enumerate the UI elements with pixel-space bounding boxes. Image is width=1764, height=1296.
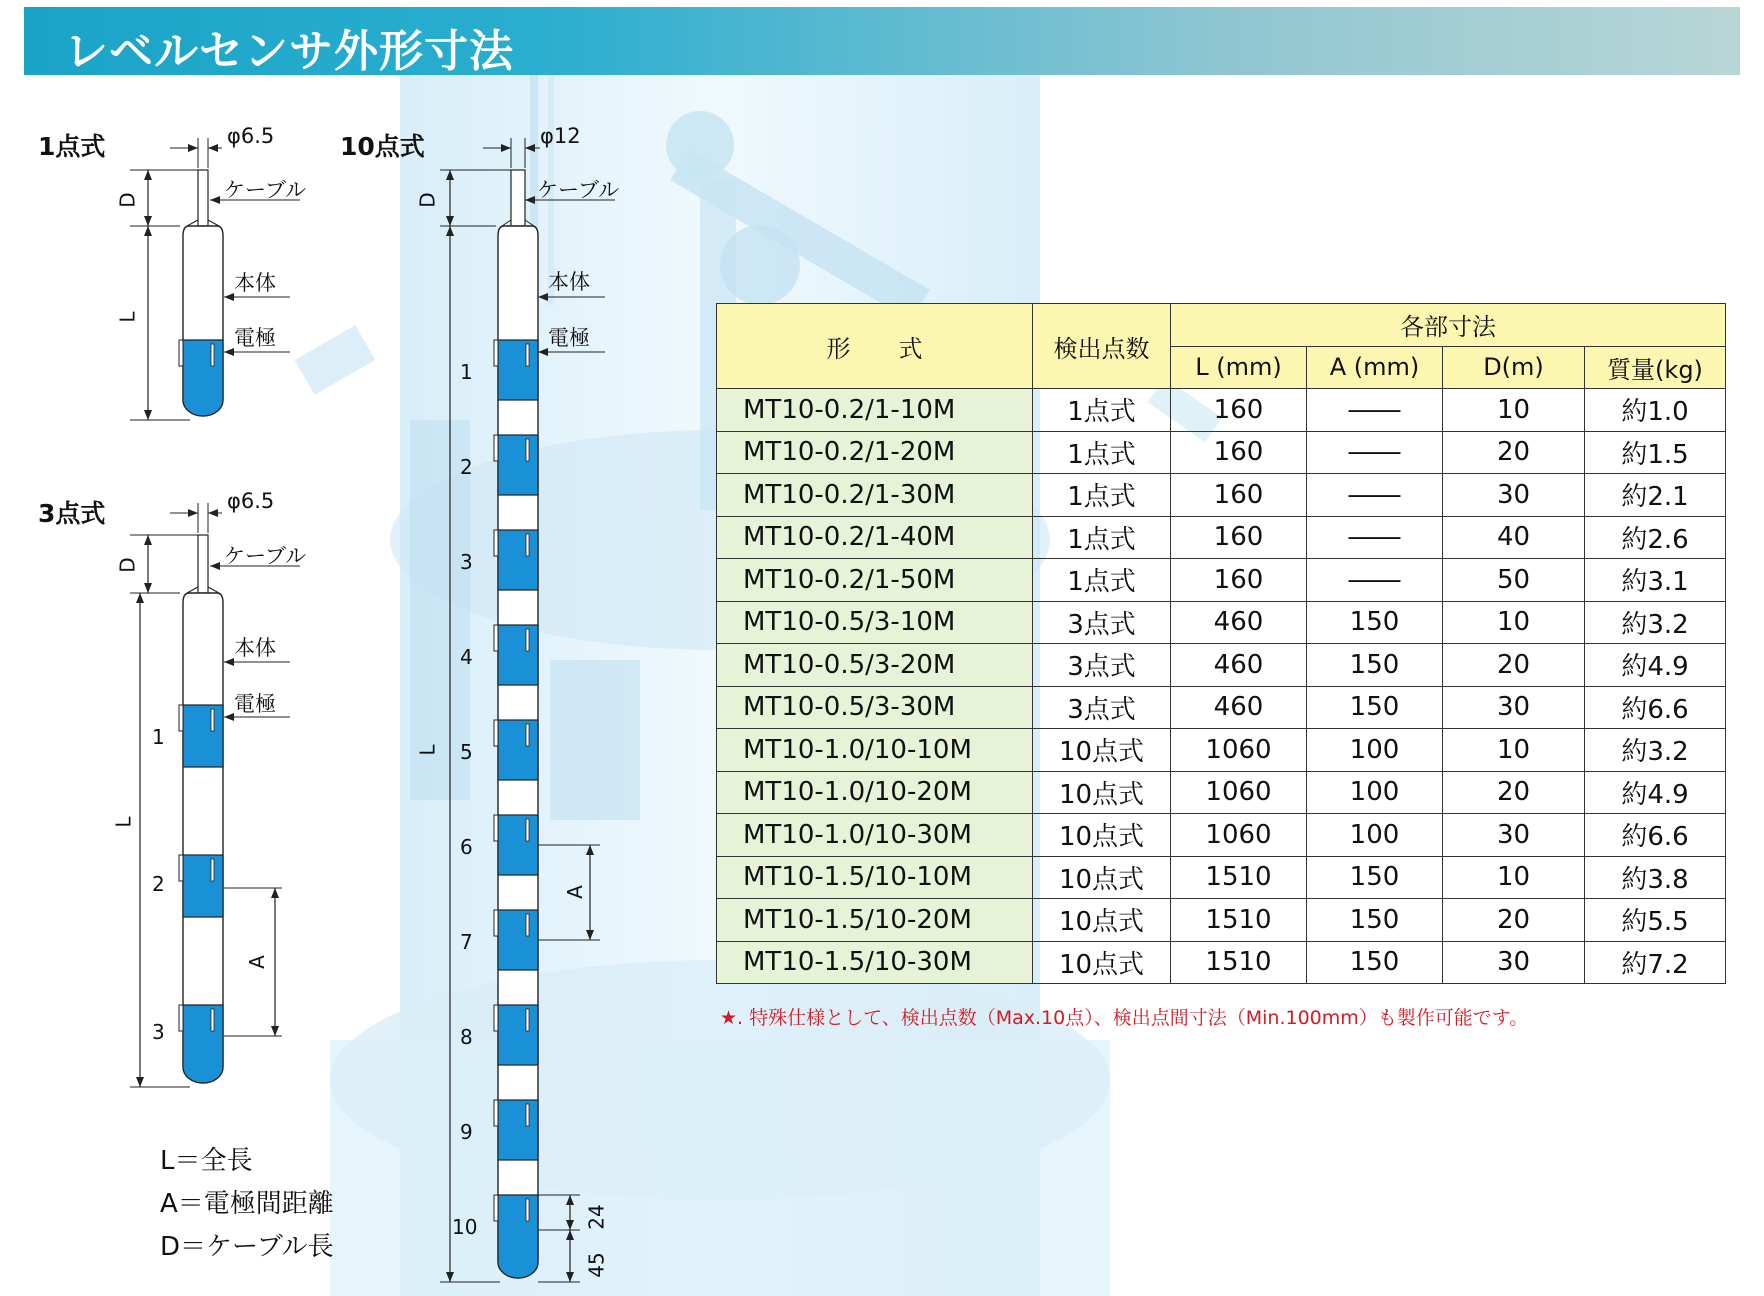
ten-taper-left [502, 220, 511, 226]
model-cell: MT10-0.5/3-30M [717, 686, 1033, 729]
one-taper-right [208, 220, 219, 226]
ten-electrode-slit-4 [526, 629, 529, 651]
header-a: A (mm) [1307, 346, 1443, 389]
a-cell: 150 [1307, 856, 1443, 899]
ten-electrode-tab-7 [494, 910, 498, 936]
a-cell: 100 [1307, 814, 1443, 857]
ten-cable-leader-arrow [525, 196, 535, 204]
ten-electrode-7 [498, 910, 538, 970]
points-cell: 3点式 [1033, 601, 1171, 644]
ten-electrode-tab-2 [494, 435, 498, 461]
ten-diameter-arrow-right [525, 144, 535, 152]
three-point-body-label: 本体 [234, 636, 276, 660]
ten-point-sensor-drawing [440, 138, 615, 1282]
a-cell: ―― [1307, 516, 1443, 559]
one-point-l-label: L [115, 311, 140, 323]
ten-electrode-slit-9 [526, 1104, 529, 1126]
three-point-sensor-drawing [130, 503, 300, 1087]
d-cell: 20 [1443, 431, 1585, 474]
ten-electrode-slit-5 [526, 724, 529, 746]
three-a-dim-arrow-top [271, 888, 279, 898]
ten-point-number-9: 9 [460, 1120, 473, 1144]
ten-electrode-slit-6 [526, 819, 529, 841]
three-body-leader-arrow [224, 658, 234, 666]
legend-item-d: D＝ケーブル長 [160, 1232, 334, 1262]
three-point-d-label: D [115, 557, 140, 573]
a-cell: ―― [1307, 559, 1443, 602]
table-row [717, 474, 1726, 517]
three-diameter-arrow-right [208, 509, 218, 517]
mass-cell: 約6.6 [1585, 814, 1726, 857]
ten-electrode-9 [498, 1100, 538, 1160]
ten-l-dim-arrow-top [446, 226, 454, 236]
points-cell: 1点式 [1033, 474, 1171, 517]
l-cell: 460 [1171, 644, 1307, 687]
ten-electrode-tab-3 [494, 530, 498, 556]
points-cell: 10点式 [1033, 814, 1171, 857]
three-electrode-tab-3 [179, 1005, 183, 1031]
three-cable-leader-arrow [210, 562, 220, 570]
model-cell: MT10-0.5/3-20M [717, 644, 1033, 687]
table-row [717, 559, 1726, 602]
mass-cell: 約1.5 [1585, 431, 1726, 474]
mass-cell: 約2.1 [1585, 474, 1726, 517]
ten-electrode-tab-4 [494, 625, 498, 651]
one-point-d-label: D [115, 192, 140, 208]
ten-taper-right [525, 220, 534, 226]
ten-electrode-tab-5 [494, 720, 498, 746]
ten-cable [511, 170, 525, 226]
l-cell: 160 [1171, 474, 1307, 517]
ten-electrode-8 [498, 1005, 538, 1065]
one-diameter-arrow-right [208, 144, 218, 152]
a-cell: 150 [1307, 941, 1443, 984]
d-cell: 10 [1443, 389, 1585, 432]
d-cell: 30 [1443, 686, 1585, 729]
ten-electrode-3 [498, 530, 538, 590]
three-diameter-arrow-left [188, 509, 198, 517]
model-cell: MT10-1.5/10-20M [717, 899, 1033, 942]
points-cell: 1点式 [1033, 516, 1171, 559]
l-cell: 160 [1171, 389, 1307, 432]
one-point-body-label: 本体 [234, 271, 276, 295]
three-electrode-1 [183, 705, 223, 767]
header-d: D(m) [1443, 346, 1585, 389]
a-cell: 150 [1307, 686, 1443, 729]
ten-diameter-arrow-left [501, 144, 511, 152]
ten-d-dim-arrow-bottom [446, 216, 454, 226]
points-cell: 1点式 [1033, 559, 1171, 602]
d-cell: 20 [1443, 899, 1585, 942]
mass-cell: 約3.8 [1585, 856, 1726, 899]
ten-point-number-7: 7 [460, 930, 473, 954]
points-cell: 10点式 [1033, 941, 1171, 984]
model-cell: MT10-0.5/3-10M [717, 601, 1033, 644]
three-a-dim-arrow-bottom [271, 1026, 279, 1036]
ten-electrode-1 [498, 340, 538, 400]
d-cell: 30 [1443, 474, 1585, 517]
points-cell: 10点式 [1033, 856, 1171, 899]
points-cell: 1点式 [1033, 431, 1171, 474]
mass-cell: 約7.2 [1585, 941, 1726, 984]
one-electrode-leader-arrow [224, 348, 234, 356]
one-l-dim-arrow-bottom [144, 410, 152, 420]
ten-electrode-tab-10 [494, 1195, 498, 1221]
model-cell: MT10-0.2/1-40M [717, 516, 1033, 559]
table-row [717, 941, 1726, 984]
three-point-cable-label: ケーブル [224, 544, 307, 568]
three-d-dim-arrow-top [144, 535, 152, 545]
ten-24-dim-arrow-bottom [566, 1220, 574, 1230]
ten-point-title: 10点式 [340, 132, 425, 161]
a-cell: 150 [1307, 899, 1443, 942]
model-cell: MT10-1.5/10-30M [717, 941, 1033, 984]
ten-electrode-tab-9 [494, 1100, 498, 1126]
ten-electrode-slit-2 [526, 439, 529, 461]
one-point-electrode-label: 電極 [234, 326, 276, 350]
one-d-dim-arrow-top [144, 170, 152, 180]
ten-electrode-10 [498, 1195, 538, 1278]
one-diameter-arrow-left [188, 144, 198, 152]
ten-electrode-tab-6 [494, 815, 498, 841]
one-point-cable-label: ケーブル [224, 178, 307, 202]
table-row [717, 644, 1726, 687]
mass-cell: 約4.9 [1585, 771, 1726, 814]
a-cell: ―― [1307, 474, 1443, 517]
points-cell: 10点式 [1033, 771, 1171, 814]
three-point-l-label: L [111, 816, 136, 828]
ten-point-diameter-label: φ12 [540, 124, 581, 148]
ten-electrode-slit-8 [526, 1009, 529, 1031]
l-cell: 1060 [1171, 729, 1307, 772]
d-cell: 10 [1443, 729, 1585, 772]
ten-24-dim-arrow-top [566, 1195, 574, 1205]
a-cell: 100 [1307, 771, 1443, 814]
table-row [717, 856, 1726, 899]
three-electrode-3 [183, 1005, 223, 1083]
header-mass: 質量(kg) [1585, 346, 1726, 389]
three-taper-right [208, 587, 219, 593]
three-l-dim-arrow-bottom [136, 1077, 144, 1087]
three-point-diameter-label: φ6.5 [227, 489, 275, 513]
d-cell: 20 [1443, 644, 1585, 687]
points-cell: 10点式 [1033, 729, 1171, 772]
spec-table [716, 303, 1726, 984]
ten-d-dim-arrow-top [446, 170, 454, 180]
table-row [717, 899, 1726, 942]
ten-l-dim-arrow-bottom [446, 1272, 454, 1282]
ten-point-cable-label: ケーブル [537, 178, 620, 202]
ten-point-body-label: 本体 [548, 270, 590, 294]
three-electrode-tab-1 [179, 705, 183, 731]
a-cell: ―― [1307, 431, 1443, 474]
ten-point-24-label: 24 [584, 1204, 609, 1230]
ten-electrode-4 [498, 625, 538, 685]
one-point-diameter-label: φ6.5 [227, 124, 275, 148]
mass-cell: 約4.9 [1585, 644, 1726, 687]
d-cell: 40 [1443, 516, 1585, 559]
three-point-title: 3点式 [38, 499, 106, 528]
l-cell: 1510 [1171, 899, 1307, 942]
mass-cell: 約3.1 [1585, 559, 1726, 602]
header-dimensions: 各部寸法 [1171, 304, 1726, 347]
ten-point-number-2: 2 [460, 455, 473, 479]
ten-point-number-5: 5 [460, 740, 473, 764]
ten-a-dim-arrow-bottom [586, 930, 594, 940]
three-electrode-slit-1 [211, 709, 214, 731]
ten-point-d-label: D [415, 192, 440, 208]
one-cable [198, 170, 208, 226]
ten-45-dim-arrow-top [566, 1230, 574, 1240]
d-cell: 10 [1443, 601, 1585, 644]
header-points: 検出点数 [1033, 304, 1171, 389]
mass-cell: 約5.5 [1585, 899, 1726, 942]
l-cell: 160 [1171, 516, 1307, 559]
l-cell: 1060 [1171, 814, 1307, 857]
l-cell: 160 [1171, 559, 1307, 602]
l-cell: 460 [1171, 601, 1307, 644]
a-cell: 150 [1307, 644, 1443, 687]
legend-item-a: A＝電極間距離 [160, 1189, 334, 1219]
ten-point-number-6: 6 [460, 835, 473, 859]
table-row [717, 601, 1726, 644]
ten-electrode-tab-1 [494, 340, 498, 366]
table-row [717, 814, 1726, 857]
ten-point-number-4: 4 [460, 645, 473, 669]
one-electrode-tab-1 [179, 340, 183, 366]
model-cell: MT10-1.0/10-20M [717, 771, 1033, 814]
ten-45-dim-arrow-bottom [566, 1272, 574, 1282]
l-cell: 1510 [1171, 941, 1307, 984]
points-cell: 3点式 [1033, 686, 1171, 729]
ten-point-number-1: 1 [460, 360, 473, 384]
table-row [717, 729, 1726, 772]
one-cable-leader-arrow [210, 196, 220, 204]
points-cell: 1点式 [1033, 389, 1171, 432]
header-model: 形 式 [717, 304, 1033, 389]
points-cell: 3点式 [1033, 644, 1171, 687]
three-cable [198, 535, 208, 593]
one-d-dim-arrow-bottom [144, 216, 152, 226]
table-row [717, 431, 1726, 474]
ten-point-number-10: 10 [452, 1215, 478, 1239]
three-point-electrode-label: 電極 [234, 692, 276, 716]
three-taper-left [187, 587, 198, 593]
three-electrode-leader-arrow [224, 713, 234, 721]
mass-cell: 約2.6 [1585, 516, 1726, 559]
model-cell: MT10-1.0/10-10M [717, 729, 1033, 772]
mass-cell: 約1.0 [1585, 389, 1726, 432]
one-electrode-slit-1 [211, 344, 214, 366]
model-cell: MT10-0.2/1-50M [717, 559, 1033, 602]
a-cell: 150 [1307, 601, 1443, 644]
three-point-number-2: 2 [152, 872, 165, 896]
ten-point-electrode-label: 電極 [548, 326, 590, 350]
spec-table-body [717, 389, 1726, 984]
ten-electrode-slit-10 [526, 1199, 529, 1221]
header-l: L (mm) [1171, 346, 1307, 389]
three-electrode-tab-2 [179, 855, 183, 881]
d-cell: 30 [1443, 941, 1585, 984]
three-electrode-2 [183, 855, 223, 917]
ten-body-leader-arrow [538, 293, 548, 301]
ten-point-45-label: 45 [584, 1252, 609, 1278]
mass-cell: 約3.2 [1585, 729, 1726, 772]
l-cell: 460 [1171, 686, 1307, 729]
d-cell: 20 [1443, 771, 1585, 814]
one-l-dim-arrow-top [144, 226, 152, 236]
mass-cell: 約6.6 [1585, 686, 1726, 729]
ten-point-number-3: 3 [460, 550, 473, 574]
l-cell: 1510 [1171, 856, 1307, 899]
ten-electrode-slit-3 [526, 534, 529, 556]
one-body-leader-arrow [224, 293, 234, 301]
l-cell: 160 [1171, 431, 1307, 474]
ten-electrode-leader-arrow [538, 348, 548, 356]
three-point-number-1: 1 [152, 725, 165, 749]
d-cell: 30 [1443, 814, 1585, 857]
ten-electrode-2 [498, 435, 538, 495]
ten-electrode-5 [498, 720, 538, 780]
ten-electrode-6 [498, 815, 538, 875]
table-row [717, 686, 1726, 729]
mass-cell: 約3.2 [1585, 601, 1726, 644]
l-cell: 1060 [1171, 771, 1307, 814]
page-title: レベルセンサ外形寸法 [64, 26, 514, 77]
model-cell: MT10-1.5/10-10M [717, 856, 1033, 899]
one-point-title: 1点式 [38, 132, 106, 161]
ten-electrode-tab-8 [494, 1005, 498, 1031]
d-cell: 50 [1443, 559, 1585, 602]
points-cell: 10点式 [1033, 899, 1171, 942]
a-cell: 100 [1307, 729, 1443, 772]
three-point-number-3: 3 [152, 1020, 165, 1044]
one-electrode-1 [183, 340, 223, 416]
ten-a-dim-arrow-top [586, 845, 594, 855]
model-cell: MT10-0.2/1-30M [717, 474, 1033, 517]
three-electrode-slit-2 [211, 859, 214, 881]
special-spec-note: ★. 特殊仕様として、検出点数（Max.10点）、検出点間寸法（Min.100mm）も製作可能です。 [720, 1007, 1529, 1029]
model-cell: MT10-1.0/10-30M [717, 814, 1033, 857]
legend-item-l: L＝全長 [160, 1146, 253, 1176]
table-row [717, 771, 1726, 814]
ten-electrode-slit-1 [526, 344, 529, 366]
three-l-dim-arrow-top [136, 593, 144, 603]
ten-point-a-label: A [562, 885, 587, 899]
ten-electrode-slit-7 [526, 914, 529, 936]
three-point-a-label: A [244, 955, 269, 969]
a-cell: ―― [1307, 389, 1443, 432]
three-d-dim-arrow-bottom [144, 583, 152, 593]
ten-point-number-8: 8 [460, 1025, 473, 1049]
ten-point-l-label: L [415, 744, 440, 756]
three-electrode-slit-3 [211, 1009, 214, 1031]
legend [160, 1140, 334, 1269]
table-row [717, 389, 1726, 432]
one-taper-left [187, 220, 198, 226]
d-cell: 10 [1443, 856, 1585, 899]
model-cell: MT10-0.2/1-20M [717, 431, 1033, 474]
table-row [717, 516, 1726, 559]
model-cell: MT10-0.2/1-10M [717, 389, 1033, 432]
